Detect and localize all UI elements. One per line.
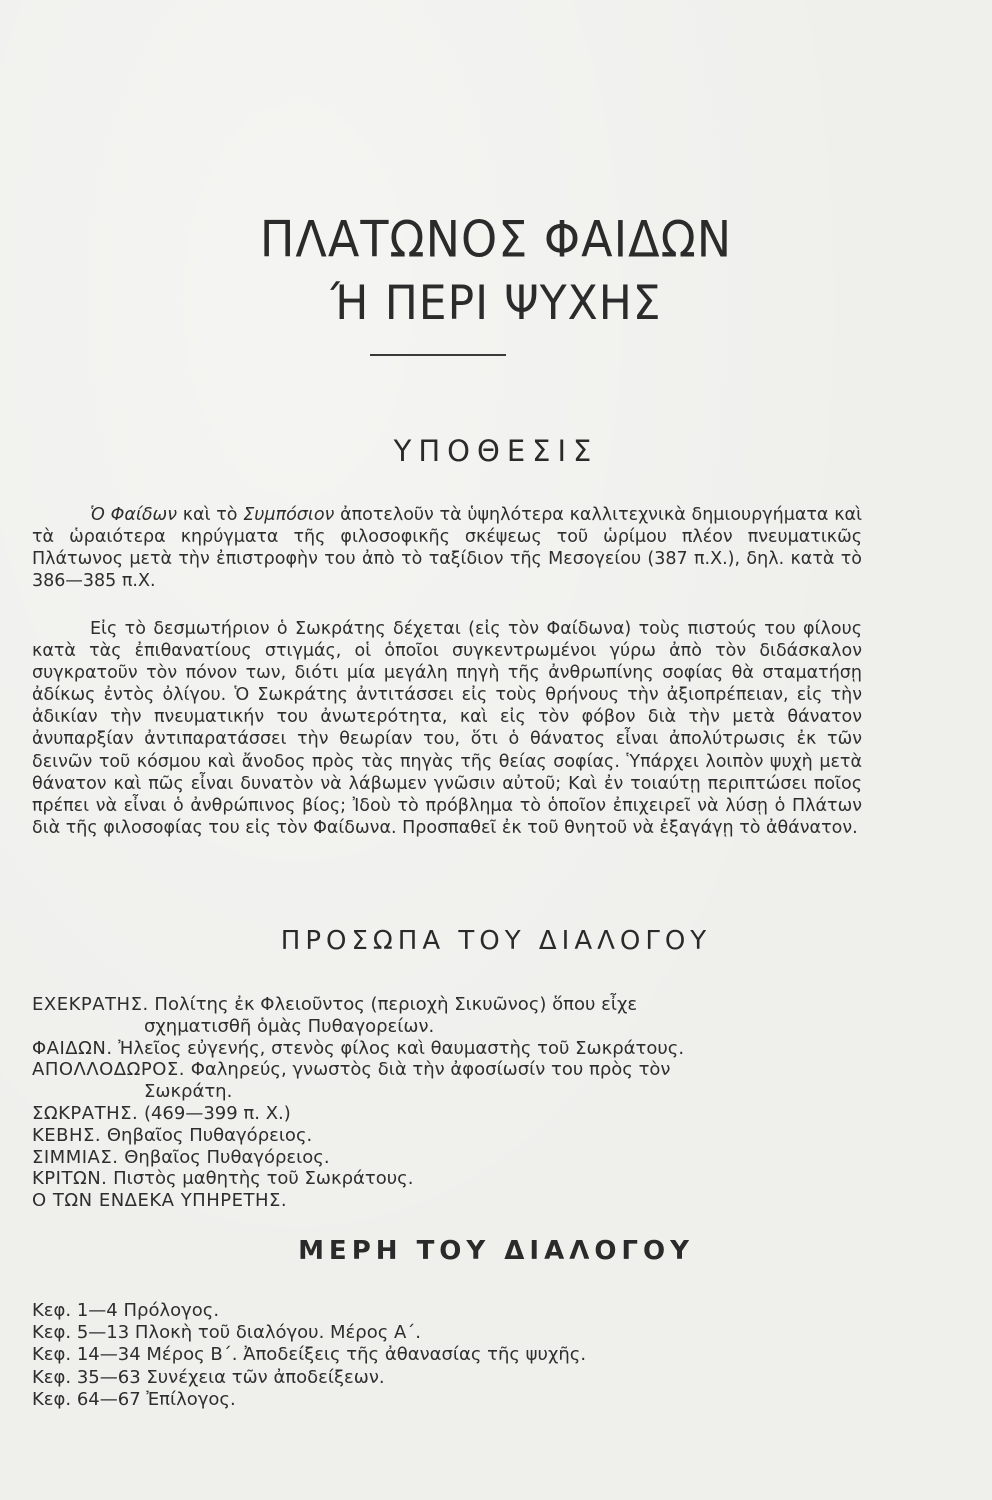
hypothesis-paragraph-2 — [32, 618, 862, 839]
persons-list — [32, 994, 872, 1212]
chapter-item: Κεφ. 1—4 Πρόλογος. — [32, 1300, 220, 1321]
person-name: ΣΙΜΜΙΑΣ. — [32, 1146, 119, 1168]
person-name: ΑΠΟΛΛΟΔΩΡΟΣ. — [32, 1059, 185, 1081]
person-desc: Θηβαῖος Πυθαγόρειος. — [101, 1124, 313, 1146]
p1-conj: καὶ τὸ — [176, 505, 244, 525]
person-desc: Πολίτης ἐκ Φλειοῦντος (περιοχὴ Σικυῶνος) ὅπου εἶχε — [148, 994, 638, 1015]
hypothesis-paragraph-2-text: Εἰς τὸ δεσμωτήριον ὁ Σωκράτης δέχεται (εἰς τὸν Φαίδωνα) τοὺς πιστούς του φίλους κατὰ τὰς ἐπιθανατίους στιγμάς, οἱ ὁποῖοι συγκεντρωμένοι γύρω ἀπὸ τὸν διδάσκαλον συγκρατοῦν τὸν πόνον των, διότι μία μεγάλη πηγὴ τῆς ἀνθρωπίνης σοφίας θὰ σταματήσῃ ἀδίκως ἐντὸς ὀλίγου. Ὁ Σωκράτης ἀντιτάσσει εἰς τοὺς θρήνους τὴν ἀξιοπρέπειαν, εἰς τὴν ἀδικίαν τὴν πνευματικήν του ἀνωτερότητα, καὶ εἰς τὸν φόβον διὰ τὴν μετὰ θάνατον ἀνυπαρξίαν ἀντιπαρατάσσει τὴν θεωρίαν του, ὅτι ὁ θάνατος εἶναι ἀπολύτρωσις ἐκ τῶν δεινῶν τοῦ κόσμου καὶ ἄνοδος πρὸς τὰς πηγὰς τῆς θείας σοφίας. Ὑπάρχει λοιπὸν ψυχὴ μετὰ θάνατον καὶ πῶς εἶναι δυνατὸν νὰ λάβωμεν γνῶσιν αὐτοῦ; Καὶ ἐν τοιαύτῃ περιπτώσει ποῖος πρέπει νὰ εἶναι ὁ ἀνθρώπινος βίος; Ἰδοὺ τὸ πρόβλημα τὸ ὁποῖον ἐπιχειρεῖ νὰ λύσῃ ὁ Πλάτων διὰ τῆς φιλοσοφίας του εἰς τὸν Φαίδωνα. Προσπαθεῖ ἐκ τοῦ θνητοῦ νὰ ἐξαγάγῃ τὸ ἀθάνατον. — [32, 619, 862, 838]
chapter-item: Κεφ. 64—67 Ἐπίλογος. — [32, 1388, 236, 1410]
person-desc: Θηβαῖος Πυθαγόρειος. — [118, 1146, 330, 1168]
person-row — [32, 994, 872, 1016]
chapters-list — [32, 1300, 792, 1411]
parts-heading: ΜΕΡΗ ΤΟΥ ΔΙΑΛΟΓΟΥ — [298, 1236, 694, 1266]
person-desc: Πιστὸς μαθητὴς τοῦ Σωκράτους. — [107, 1168, 414, 1190]
title-divider — [370, 354, 506, 356]
work-title-phaedo: Ὁ Φαίδων — [90, 505, 177, 525]
person-name: ΚΕΒΗΣ. — [32, 1124, 102, 1146]
person-row-continuation: σχηματισθῆ ὁμὰς Πυθαγορείων. — [144, 1015, 435, 1037]
work-title-symposium: Συμπόσιον — [243, 505, 335, 525]
person-row — [32, 1190, 872, 1212]
person-name: ΦΑΙΔΩΝ. — [32, 1037, 113, 1059]
person-row — [32, 1147, 872, 1169]
person-name: ΚΡΙΤΩΝ. — [32, 1168, 108, 1190]
person-name: Ο ΤΩΝ ΕΝΔΕΚΑ ΥΠΗΡΕΤΗΣ. — [32, 1190, 288, 1212]
person-desc: Ἠλεῖος εὐγενής, στενὸς φίλος καὶ θαυμαστὴς τοῦ Σωκράτους. — [112, 1037, 685, 1059]
person-row — [32, 1125, 872, 1147]
persons-heading: ΠΡΟΣΩΠΑ ΤΟΥ ΔΙΑΛΟΓΟΥ — [280, 926, 712, 956]
title-line-1: ΠΛΑΤΩΝΟΣ ΦΑΙΔΩΝ — [259, 209, 733, 269]
person-desc: (469—399 π. Χ.) — [138, 1102, 291, 1124]
hypothesis-heading: ΥΠΟΘΕΣΙΣ — [393, 434, 599, 468]
person-row — [32, 1103, 872, 1125]
p1-rest: ἀποτελοῦν τὰ ὑψηλότερα καλλιτεχνικὰ δημιουργήματα καὶ τὰ ὡραιότερα κηρύγματα τῆς φιλοσοφικῆς σκέψεως τοῦ ὡρίμου πλέον πνευματικῶς Πλάτωνος μετὰ τὴν ἐπιστροφὴν του ἀπὸ τὸ ταξίδιον τῆς Μεσογείου (387 π.Χ.), δηλ. κατὰ τὸ 386—385 π.Χ. — [32, 505, 862, 592]
person-desc: Φαληρεύς, γνωστὸς διὰ τὴν ἀφοσίωσίν του πρὸς τὸν — [185, 1059, 671, 1081]
chapter-item: Κεφ. 35—63 Συνέχεια τῶν ἀποδείξεων. — [32, 1366, 385, 1388]
person-row-continuation: Σωκράτη. — [144, 1081, 233, 1103]
person-row — [32, 1038, 872, 1060]
hypothesis-paragraph-1 — [32, 504, 862, 592]
hypothesis-paragraph-1-text — [32, 504, 862, 592]
person-name: ΕΧΕΚΡΑΤΗΣ. — [32, 994, 149, 1015]
chapter-item: Κεφ. 14—34 Μέρος Β΄. Ἀποδείξεις τῆς ἀθανασίας τῆς ψυχῆς. — [32, 1344, 587, 1366]
title-line-2: Ή ΠΕΡΙ ΨΥΧΗΣ — [330, 275, 662, 332]
person-name: ΣΩΚΡΑΤΗΣ. — [32, 1102, 139, 1124]
person-row — [32, 1168, 872, 1190]
person-row — [32, 1059, 872, 1081]
chapter-item: Κεφ. 5—13 Πλοκὴ τοῦ διαλόγου. Μέρος Α΄. — [32, 1322, 422, 1344]
